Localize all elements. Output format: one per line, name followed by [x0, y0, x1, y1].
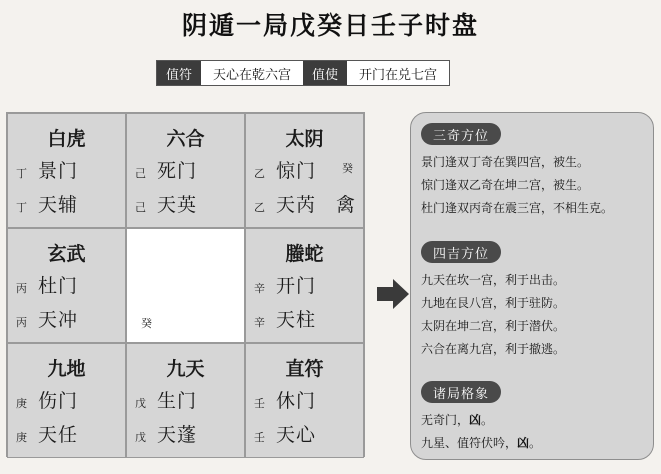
sanqi-line: 杜门逢双丙奇在震三宫，不相生克。: [421, 201, 614, 215]
zhifu-value: 天心在乾六宫: [201, 61, 303, 85]
star-stem: 辛: [254, 316, 265, 329]
star-name: 天蓬: [157, 424, 198, 446]
star-name: 天辅: [38, 194, 79, 216]
palace-zhen-3: [7, 228, 126, 343]
star-stem: 戊: [135, 431, 146, 444]
geju-line: [421, 434, 541, 451]
star-name: 天冲: [38, 309, 79, 331]
star-stem: 丙: [16, 316, 27, 329]
palace-god: 白虎: [47, 128, 86, 150]
xiong-mark: 凶: [469, 413, 482, 427]
star-name: 天英: [157, 194, 198, 216]
geju-end: 。: [529, 436, 542, 450]
zhishi-label: 值使: [303, 61, 347, 85]
star-name: 天柱: [276, 309, 317, 331]
door-name: 伤门: [38, 390, 79, 412]
star-stem: 乙: [254, 201, 265, 214]
siji-line: 九地在艮八宫，利于驻防。: [421, 296, 566, 310]
palace-god: 九地: [47, 358, 86, 380]
xiong-mark: 凶: [517, 436, 530, 450]
geju-text: 无奇门，: [421, 413, 470, 427]
door-stem: 丙: [16, 282, 27, 295]
geju-end: 。: [481, 413, 494, 427]
analysis-panel: [410, 112, 654, 460]
door-name: 开门: [276, 275, 317, 297]
sanqi-line: 景门逢双丁奇在巽四宫，被生。: [421, 155, 590, 169]
nine-palace-board: [6, 112, 365, 457]
sanqi-heading: 三奇方位: [421, 123, 501, 145]
zhishi-value: 开门在兑七宫: [347, 61, 449, 85]
star-stem: 丁: [16, 201, 27, 214]
door-name: 景门: [38, 160, 79, 182]
siji-line: 六合在离九宫，利于撤逃。: [421, 342, 566, 356]
door-name: 休门: [276, 390, 317, 412]
palace-dui-7: [245, 228, 364, 343]
palace-god: 六合: [166, 128, 205, 150]
door-name: 惊门: [276, 160, 317, 182]
star-name: 天芮: [276, 194, 317, 216]
door-stem: 乙: [254, 167, 265, 180]
door-stem: 戊: [135, 397, 146, 410]
star-stem: 己: [135, 201, 146, 214]
palace-center-5: [126, 228, 245, 343]
palace-qian-6: [245, 343, 364, 458]
palace-kun-2: [245, 113, 364, 228]
info-bar: [156, 60, 450, 86]
right-arrow-icon: [375, 276, 411, 312]
door-name: 生门: [157, 390, 198, 412]
sanqi-line: 惊门逢双乙奇在坤二宫，被生。: [421, 178, 590, 192]
lodged-stem: 癸: [342, 162, 353, 175]
palace-xun-4: [7, 113, 126, 228]
door-stem: 丁: [16, 167, 27, 180]
palace-li-9: [126, 113, 245, 228]
chart-title: 阴遁一局戊癸日壬子时盘: [181, 11, 479, 40]
star-name: 天心: [276, 424, 317, 446]
palace-god: 太阴: [285, 128, 324, 150]
geju-heading: 诸局格象: [421, 381, 501, 403]
star-stem: 庚: [16, 431, 27, 444]
door-stem: 庚: [16, 397, 27, 410]
center-stem: 癸: [141, 317, 152, 330]
palace-gen-8: [7, 343, 126, 458]
zhifu-label: 值符: [157, 61, 201, 85]
palace-god: 玄武: [47, 243, 86, 265]
geju-text: 九星、值符伏吟，: [421, 436, 518, 450]
siji-line: 太阴在坤二宫，利于潜伏。: [421, 319, 566, 333]
palace-kan-1: [126, 343, 245, 458]
siji-heading: 四吉方位: [421, 241, 501, 263]
star-name: 天任: [38, 424, 79, 446]
palace-god: 九天: [166, 358, 205, 380]
siji-line: 九天在坎一宫，利于出击。: [421, 273, 566, 287]
door-name: 杜门: [38, 275, 79, 297]
star-stem: 壬: [254, 431, 265, 444]
door-stem: 辛: [254, 282, 265, 295]
palace-god: 直符: [285, 358, 324, 380]
geju-line: [421, 411, 493, 428]
palace-god: 螣蛇: [285, 243, 324, 265]
lodged-star: 禽: [335, 194, 355, 216]
door-name: 死门: [157, 160, 198, 182]
door-stem: 己: [135, 167, 146, 180]
door-stem: 壬: [254, 397, 265, 410]
